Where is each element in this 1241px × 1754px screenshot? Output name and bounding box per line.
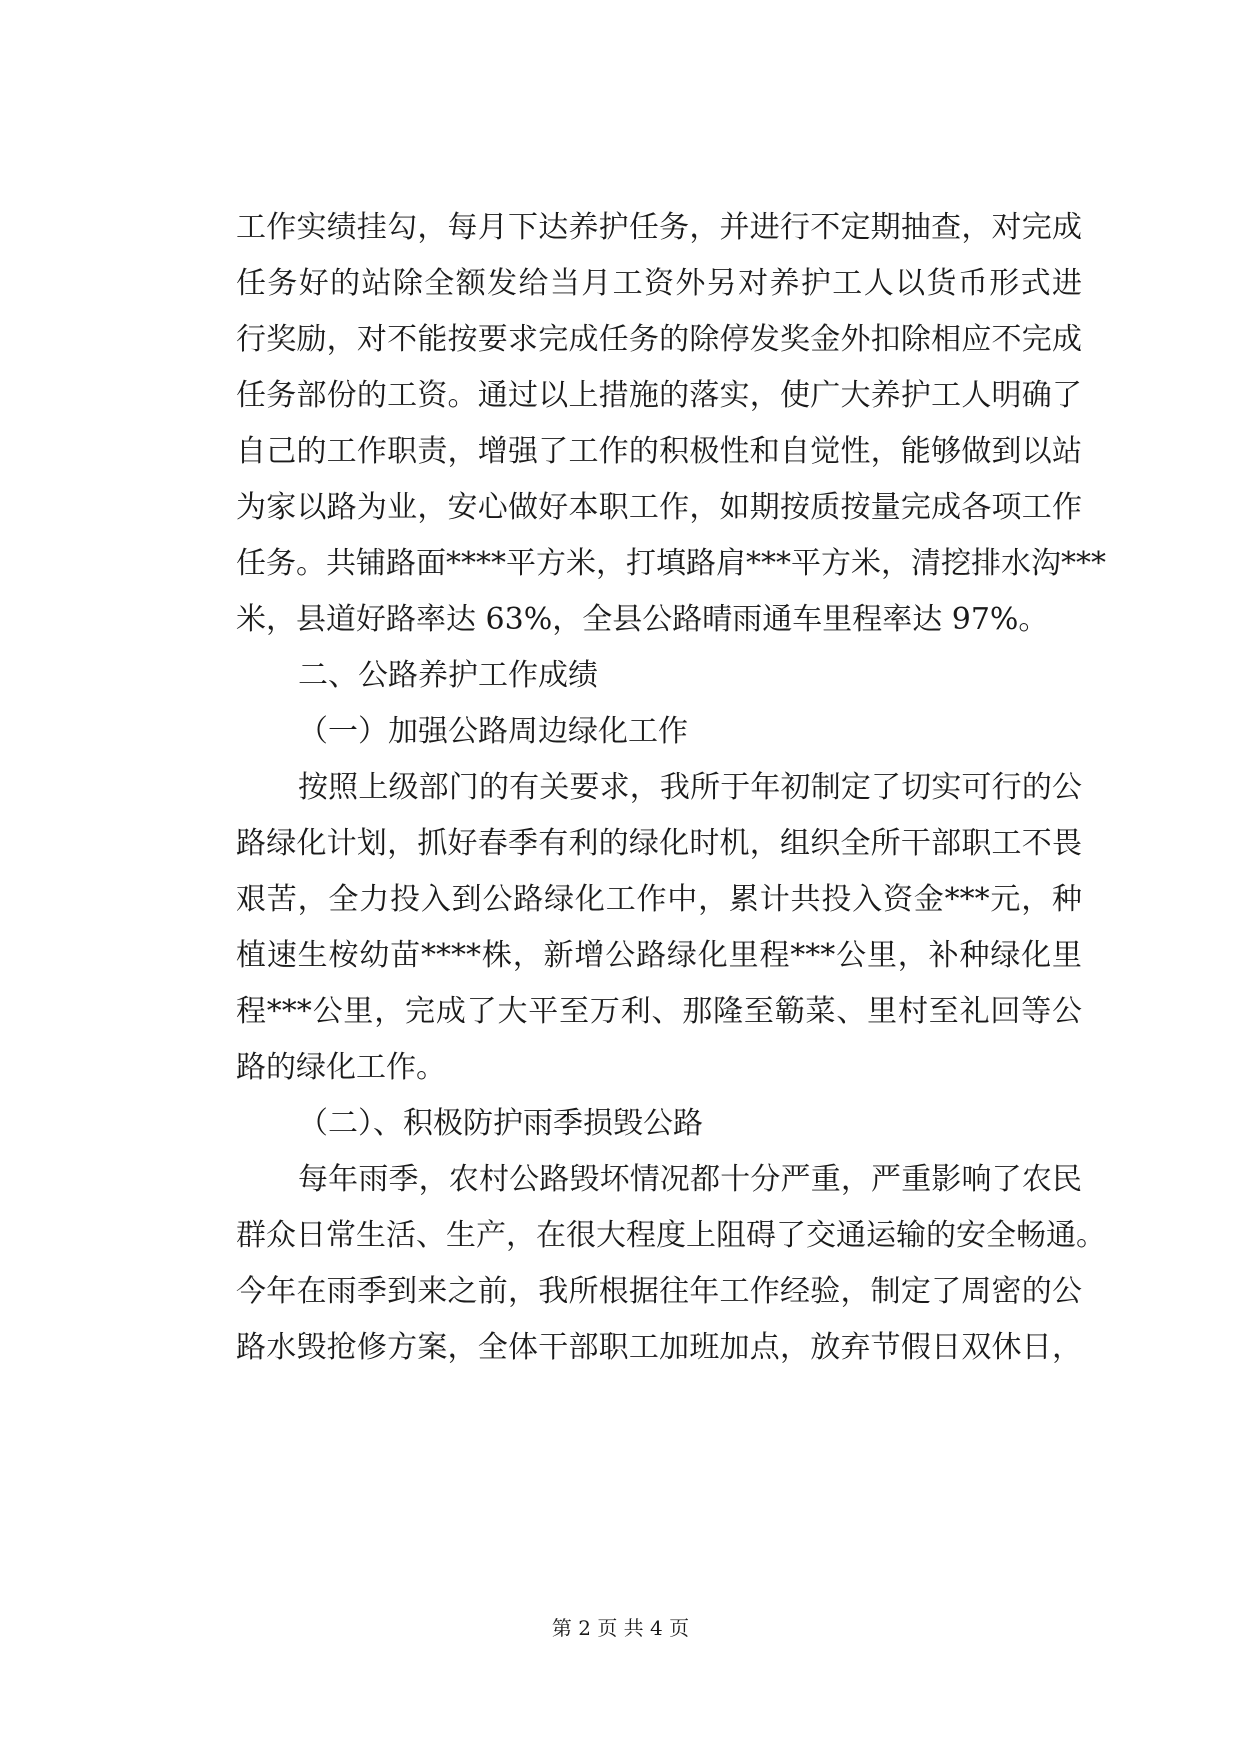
body-line-6: 为家以路为业，安心做好本职工作，如期按质按量完成各项工作 <box>236 490 1082 525</box>
body-line-1: 工作实绩挂勾，每月下达养护任务，并进行不定期抽查，对完成 <box>236 210 1082 245</box>
subsection-heading-1: （一）加强公路周边绿化工作 <box>298 714 688 749</box>
body-line-7: 任务。共铺路面****平方米，打填路肩***平方米，清挖排水沟*** <box>236 546 1106 581</box>
body-line-5: 自己的工作职责，增强了工作的积极性和自觉性，能够做到以站 <box>236 434 1082 469</box>
body-line-16: 群众日常生活、生产，在很大程度上阻碍了交通运输的安全畅通。 <box>236 1218 1106 1253</box>
page-footer: 第 2 页 共 4 页 <box>551 1616 690 1640</box>
body-line-11: 艰苦，全力投入到公路绿化工作中，累计共投入资金***元，种 <box>236 882 1082 917</box>
section-heading-2: 二、公路养护工作成绩 <box>298 658 598 693</box>
body-line-15: 每年雨季，农村公路毁坏情况都十分严重，严重影响了农民 <box>298 1162 1082 1197</box>
body-line-14: 路的绿化工作。 <box>236 1050 446 1085</box>
body-line-17: 今年在雨季到来之前，我所根据往年工作经验，制定了周密的公 <box>236 1274 1082 1309</box>
body-line-2: 任务好的站除全额发给当月工资外另对养护工人以货币形式进 <box>236 266 1082 301</box>
body-line-13: 程***公里，完成了大平至万利、那隆至簕菜、里村至礼回等公 <box>236 994 1082 1029</box>
body-line-4: 任务部份的工资。通过以上措施的落实，使广大养护工人明确了 <box>236 378 1082 413</box>
subsection-heading-2: （二）、积极防护雨季损毁公路 <box>298 1106 703 1141</box>
body-line-3: 行奖励，对不能按要求完成任务的除停发奖金外扣除相应不完成 <box>236 322 1082 357</box>
body-line-10: 路绿化计划，抓好春季有利的绿化时机，组织全所干部职工不畏 <box>236 826 1082 861</box>
body-line-18: 路水毁抢修方案，全体干部职工加班加点，放弃节假日双休日， <box>236 1330 1082 1365</box>
body-line-12: 植速生桉幼苗****株，新增公路绿化里程***公里，补种绿化里 <box>236 938 1082 973</box>
body-line-8: 米，县道好路率达 63%，全县公路晴雨通车里程率达 97%。 <box>236 602 1049 637</box>
body-line-9: 按照上级部门的有关要求，我所于年初制定了切实可行的公 <box>298 770 1082 805</box>
